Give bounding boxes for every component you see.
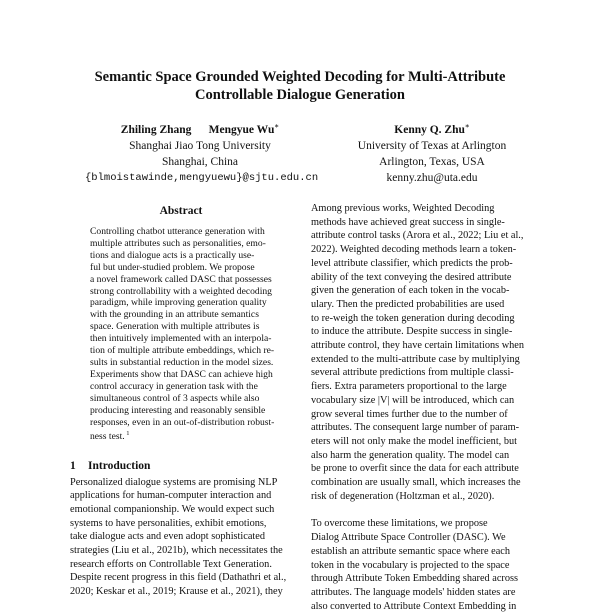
author-mark-left: ∗ — [274, 122, 280, 130]
author-names-right — [332, 118, 532, 138]
affiliation-left: Shanghai Jiao Tong University — [129, 139, 271, 152]
right-para2-line: To overcome these limitations, we propose — [311, 518, 488, 530]
title-line-2: Controllable Dialogue Generation — [195, 87, 405, 103]
abstract-line: sults in substantial reduction in the model sizes. — [90, 356, 274, 368]
right-para1-line: fiers. Extra parameters proportional to the large — [311, 381, 507, 393]
abstract-heading: Abstract — [159, 205, 203, 217]
author-names-left — [85, 118, 315, 138]
right-para1-line: combination are usually small, which increases the — [311, 477, 521, 489]
right-para1-line: grow several times further due to the number of — [311, 408, 508, 420]
right-para1-line: attributes. The consequent large number of param- — [311, 422, 520, 434]
intro-line: take dialogue acts and even adopt sophisticated — [70, 531, 266, 543]
abstract-line: strong controllability with a weighted decoding — [90, 285, 272, 297]
intro-heading-text: Introduction — [88, 459, 151, 472]
abstract-line: Controlling chatbot utterance generation with — [90, 226, 265, 237]
abstract-line: tions and dialogue acts is a practically use- — [90, 249, 255, 261]
right-paragraph-1 — [311, 202, 531, 503]
right-para1-line: ability of the text conveying the desired attribute — [311, 271, 512, 283]
intro-line: systems to have personalities, exhibit emotions, — [70, 517, 267, 529]
intro-line: Personalized dialogue systems are promising NLP — [70, 476, 278, 488]
abstract-line: paradigm, while improving generation quality — [90, 297, 267, 309]
right-para1-line: eters will not only make the model inefficient, but — [311, 435, 517, 447]
intro-heading — [70, 460, 292, 472]
abstract-line: responses, even in an out-of-distribution robust- — [90, 416, 275, 428]
right-para1-line: attribute control, they have certain limitations when — [311, 340, 525, 352]
right-para2-line: attributes. The language models' hidden states are — [311, 586, 516, 598]
location-left: Shanghai, China — [161, 155, 239, 168]
title-line-1: Semantic Space Grounded Weighted Decoding for Multi-Attribute — [94, 69, 506, 85]
right-para1-line: vocabulary size |V| will be introduced, which can — [311, 394, 515, 406]
right-para2-line: also converted to Attribute Context Embedding in — [311, 600, 517, 612]
author-block-right — [332, 118, 532, 186]
abstract-line: then intuitively implemented with an interpola- — [90, 333, 272, 345]
author-names-left-text: Zhiling Zhang Mengyue Wu — [120, 123, 275, 136]
right-paragraph-2 — [311, 517, 531, 613]
abstract-line: space. Generation with multiple attributes is — [90, 321, 260, 333]
email-right: kenny.zhu@uta.edu — [386, 171, 478, 184]
author-mark-right: ∗ — [464, 122, 470, 130]
intro-line: 2020; Keskar et al., 2019; Krause et al., 2021), they — [70, 586, 283, 598]
paragraph-gap — [311, 503, 531, 517]
right-para1-line: 2022). Weighted decoding methods learn a token- — [311, 244, 517, 256]
right-para1-line: given the generation of each token in the vocab- — [311, 285, 510, 297]
email-left: {blmoistawinde,mengyuewu}@sjtu.edu.cn — [85, 171, 319, 184]
location-right: Arlington, Texas, USA — [379, 155, 485, 168]
right-para1-line: level attribute classifier, which predicts the prob- — [311, 257, 513, 269]
abstract-line: tion of multiple attribute embeddings, which re- — [90, 345, 275, 357]
intro-line: research efforts on Controllable Text Generation. — [70, 558, 272, 570]
footnote-mark: 1 — [124, 430, 130, 438]
right-para1-line: extended to the multi-attribute case by multiplying — [311, 353, 520, 365]
intro-number: 1 — [70, 459, 76, 472]
abstract-line: with the grounding in an attribute semantics — [90, 309, 259, 321]
intro-text — [70, 476, 292, 599]
left-column — [70, 200, 292, 599]
affiliation-right: University of Texas at Arlington — [357, 139, 507, 152]
author-block-left — [85, 118, 319, 186]
right-para1-line: methods have achieved great success in single- — [311, 216, 505, 228]
abstract-text — [90, 226, 280, 444]
right-para2-line: establish an attribute semantic space where each — [311, 545, 510, 557]
abstract-line: simultaneous control of 3 aspects while also — [90, 392, 260, 404]
right-para1-line: ulary. Then the predicted probabilities are used — [311, 298, 505, 310]
right-para1-line: be prone to overfit since the data for each attribute — [311, 463, 519, 475]
author-names-right-text: Kenny Q. Zhu — [394, 123, 465, 136]
abstract-line: a novel framework called DASC that possesses — [90, 273, 272, 285]
intro-line: emotional companionship. We would expect such — [70, 503, 275, 515]
abstract-line: Experiments show that DASC can achieve high — [90, 368, 273, 380]
right-para1-line: risk of degeneration (Holtzman et al., 2020). — [311, 490, 495, 502]
abstract-line: control accuracy in generation task with the — [90, 380, 258, 392]
right-para2-line: token in the vocabulary is projected to the space — [311, 559, 510, 571]
right-para1-line: to induce the attribute. Despite success in single- — [311, 326, 513, 338]
right-para1-line: several attribute predictions from multiple classi- — [311, 367, 514, 379]
right-para2-line: through Attribute Token Embedding shared across — [311, 573, 518, 585]
abstract-line: producing interesting and reasonably sensible — [90, 404, 266, 416]
right-para1-line: also harm the generation quality. The model can — [311, 449, 510, 461]
abstract-line: ness test. $^1$ — [90, 430, 130, 443]
intro-line: strategies (Liu et al., 2021b), which necessitates the — [70, 545, 283, 557]
right-column — [311, 202, 531, 613]
intro-line: Despite recent progress in this field (Dathathri et al., — [70, 572, 287, 584]
right-para2-line: Dialog Attribute Space Controller (DASC). We — [311, 532, 506, 544]
abstract-line: ful but under-studied problem. We propose — [90, 261, 255, 273]
intro-line: applications for human-computer interaction and — [70, 490, 272, 502]
right-para1-line: attribute control tasks (Arora et al., 2022; Liu et al., — [311, 230, 524, 242]
right-para1-line: to re-weigh the token generation during decoding — [311, 312, 515, 324]
right-para1-line: Among previous works, Weighted Decoding — [311, 203, 495, 214]
abstract-line: multiple attributes such as personalities, emo- — [90, 237, 266, 249]
paper-title — [60, 68, 540, 104]
